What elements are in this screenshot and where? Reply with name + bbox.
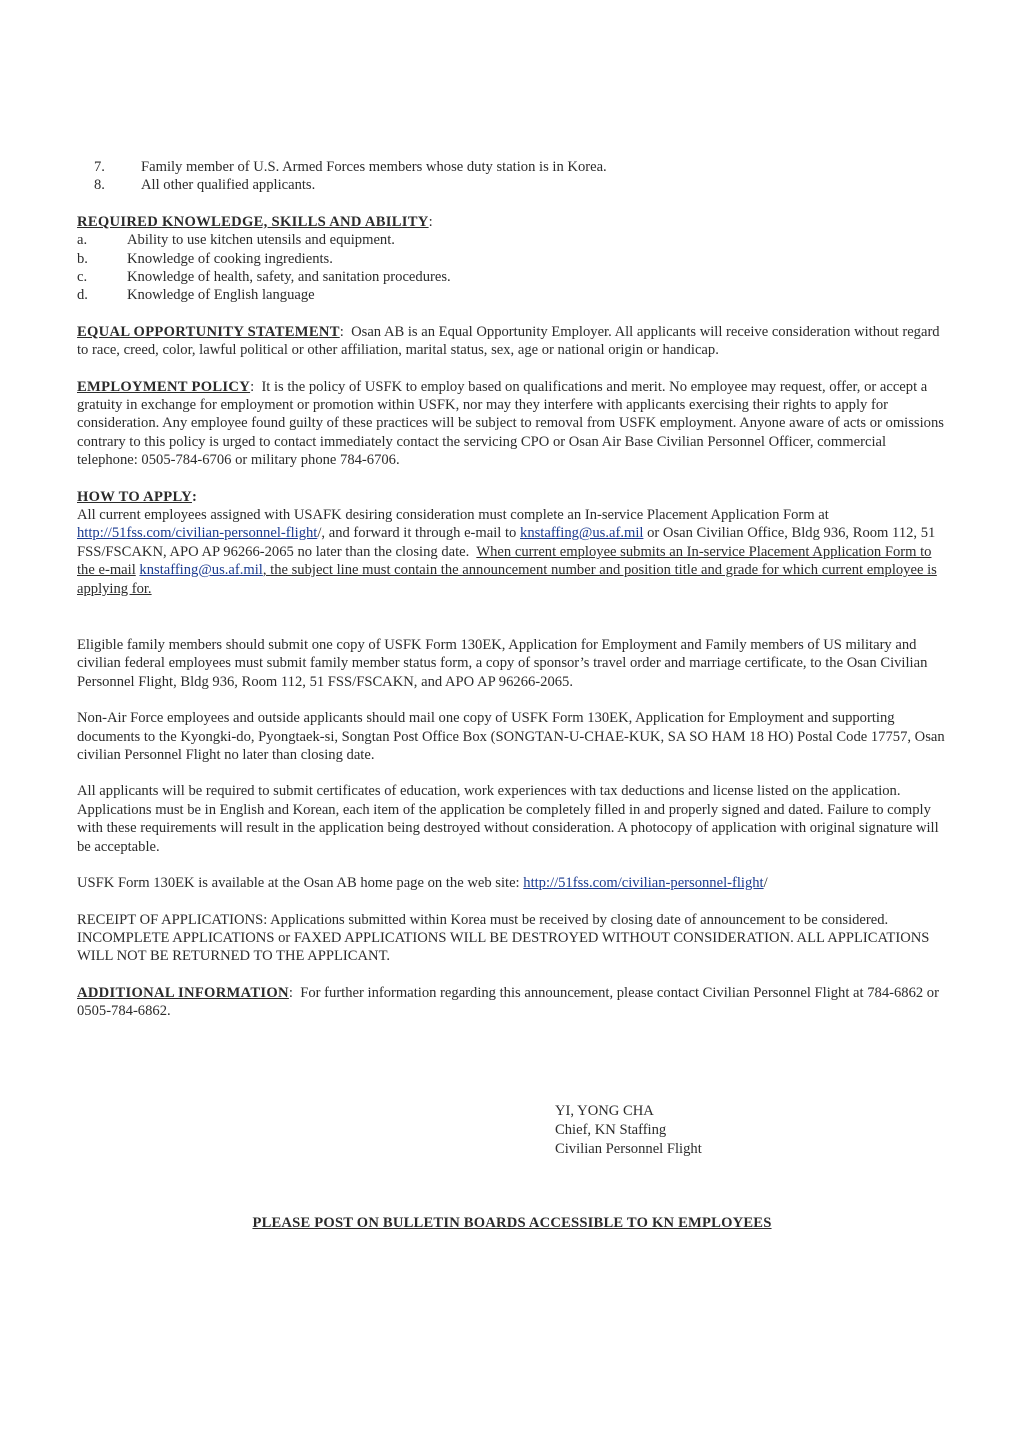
signer-office: Civilian Personnel Flight xyxy=(555,1141,702,1157)
form-website-link[interactable]: http://51fss.com/civilian-personnel-flight xyxy=(523,875,764,892)
how-to-apply-heading: HOW TO APPLY xyxy=(77,488,192,505)
list-item xyxy=(94,158,949,176)
list-item xyxy=(77,286,949,304)
list-letter: a. xyxy=(77,232,88,249)
ksa-heading: REQUIRED KNOWLEDGE, SKILLS AND ABILITY xyxy=(77,213,429,230)
list-letter: b. xyxy=(77,250,88,267)
ksa-section: REQUIRED KNOWLEDGE, SKILLS AND ABILITY: a. Ability to use kitchen utensils and equipment. b. Knowledge of cooking ingredients. c. Knowledge of health, safety, and sanitation procedures. d. Knowledge of English language xyxy=(77,213,949,305)
list-letter: c. xyxy=(77,268,88,285)
employment-policy-body: It is the policy of USFK to employ based on qualifications and merit. No employee may request, offer, or accept a gratuity in exchange for employment or promotion within USFK, nor may they interfere with applicants exercising their rights to apply for consideration. Any employee found guilty of these practices will be subject to removal from USFK employment. Anyone aware of acts or omissions contrary to this policy is urged to contact immediately contact the servicing CPO or Osan Air Base Civilian Personnel Officer, commercial telephone: 0505-784-6706 or military phone 784-6706. xyxy=(77,378,944,469)
employment-policy-section: EMPLOYMENT POLICY: It is the policy of USFK to employ based on qualifications and merit. No employee may request, offer, or accept a gratuity in exchange for employment or promotion within USFK, nor may they interfere with applicants exercising their rights to apply for consideration. Any employee found guilty of these practices will be subject to removal from USFK employment. Anyone aware of acts or omissions contrary to this policy is urged to contact immediately contact the servicing CPO or Osan Air Base Civilian Personnel Officer, commercial telephone: 0505-784-6706 or military phone 784-6706. xyxy=(77,378,944,469)
how-to-apply-section: HOW TO APPLY: All current employees assigned with USAFK desiring consideration must complete an In-service Placement Application Form at http://51fss.com/civilian-personnel-flight/, and forward it through e-mail to knstaffing@us.af.mil or Osan Civilian Office, Bldg 936, Room 112, 51 FSS/FSCAKN, APO AP 96266-2065 no later than the closing date. When current employee submits an In-service Placement Application Form to the e-mail knstaffing@us.af.mil, the subject line must contain the announcement number and position title and grade for which current employee is applying for. xyxy=(77,488,949,598)
receipt-paragraph: RECEIPT OF APPLICATIONS: Applications submitted within Korea must be received by closing date of announcement to be considered. INCOMPLETE APPLICATIONS or FAXED APPLICATIONS WILL BE DESTROYED WITHOUT CONSIDERATION. ALL APPLICATIONS WILL NOT BE RETURNED TO THE APPLICANT. xyxy=(77,911,930,965)
personnel-flight-link[interactable]: http://51fss.com/civilian-personnel-flight xyxy=(77,525,318,542)
all-applicants-paragraph: All applicants will be required to submit certificates of education, work experiences with tax deductions and license listed on the application. Applications must be in English and Korean, each item of the application be completely filled in and properly signed and dated. Failure to comply with these requirements will result in the application being destroyed without consideration. A photocopy of application with original signature will be acceptable. xyxy=(77,783,939,855)
non-air-force-paragraph: Non-Air Force employees and outside applicants should mail one copy of USFK Form 130EK, Application for Employment and supporting documents to the Kyongki-do, Pyongtaek-si, Songtan Post Office Box (SONGTAN-U-CHAE-KUK, SA SO HAM 18 HO) Postal Code 17757, Osan civilian Personnel Flight no later than closing date. xyxy=(77,710,945,764)
list-item xyxy=(77,231,949,249)
list-item xyxy=(77,268,949,286)
how-to-apply-body: All current employees assigned with USAFK desiring consideration must complete an In-service Placement Application Form at http://51fss.com/civilian-personnel-flight/, and forward it through e-mail to knstaffing@us.af.mil or Osan Civilian Office, Bldg 936, Room 112, 51 FSS/FSCAKN, APO AP 96266-2065 no later than the closing date. When current employee submits an In-service Placement Application Form to the e-mail knstaffing@us.af.mil, the subject line must contain the announcement number and position title and grade for which current employee is applying for. xyxy=(77,507,937,597)
form-available-paragraph: USFK Form 130EK is available at the Osan AB home page on the web site: http://51fss.com/civilian-personnel-flight/ xyxy=(77,875,768,892)
additional-information-heading: ADDITIONAL INFORMATION xyxy=(77,984,289,1001)
list-text: Ability to use kitchen utensils and equipment. xyxy=(127,232,395,249)
posting-notice: PLEASE POST ON BULLETIN BOARDS ACCESSIBLE TO KN EMPLOYEES xyxy=(252,1215,772,1231)
knstaffing-email-link-2[interactable]: knstaffing@us.af.mil xyxy=(139,562,263,579)
list-number: 8. xyxy=(94,177,105,194)
equal-opportunity-heading: EQUAL OPPORTUNITY STATEMENT xyxy=(77,323,340,340)
equal-opportunity-section: EQUAL OPPORTUNITY STATEMENT: Osan AB is an Equal Opportunity Employer. All applicants will receive consideration without regard to race, creed, color, lawful political or other affiliation, marital status, sex, age or national origin or handicap. xyxy=(77,323,940,359)
family-members-paragraph: Eligible family members should submit one copy of USFK Form 130EK, Application for Employment and Family members of US military and civilian federal employees must submit family member status form, a copy of sponsor’s travel order and marriage certificate, to the Osan Civilian Personnel Flight, Bldg 936, Room 112, 51 FSS/FSCAKN, and APO AP 96266-2065. xyxy=(77,637,928,690)
list-text: Knowledge of English language xyxy=(127,287,315,304)
list-item xyxy=(94,176,949,194)
list-item xyxy=(77,250,949,268)
signature-block xyxy=(555,1102,702,1159)
document-body xyxy=(77,158,949,1021)
list-text: All other qualified applicants. xyxy=(141,177,316,194)
list-number: 7. xyxy=(94,159,105,175)
list-text: Knowledge of cooking ingredients. xyxy=(127,250,333,267)
list-text: Family member of U.S. Armed Forces members whose duty station is in Korea. xyxy=(141,159,607,175)
list-text: Knowledge of health, safety, and sanitation procedures. xyxy=(127,268,451,285)
knstaffing-email-link[interactable]: knstaffing@us.af.mil xyxy=(520,525,644,542)
signer-name: YI, YONG CHA xyxy=(555,1103,654,1119)
list-letter: d. xyxy=(77,287,88,304)
preference-list xyxy=(77,158,949,195)
additional-information-body: For further information regarding this announcement, please contact Civilian Personnel Flight at 784-6862 or 0505-784-6862. xyxy=(77,984,939,1020)
employment-policy-heading: EMPLOYMENT POLICY xyxy=(77,378,251,395)
ksa-list xyxy=(77,231,949,305)
additional-information-section: ADDITIONAL INFORMATION: For further information regarding this announcement, please contact Civilian Personnel Flight at 784-6862 or 0505-784-6862. xyxy=(77,984,939,1020)
signer-title: Chief, KN Staffing xyxy=(555,1122,667,1138)
equal-opportunity-body: Osan AB is an Equal Opportunity Employer. All applicants will receive consideration without regard to race, creed, color, lawful political or other affiliation, marital status, sex, age or national origin or handicap. xyxy=(77,323,940,359)
